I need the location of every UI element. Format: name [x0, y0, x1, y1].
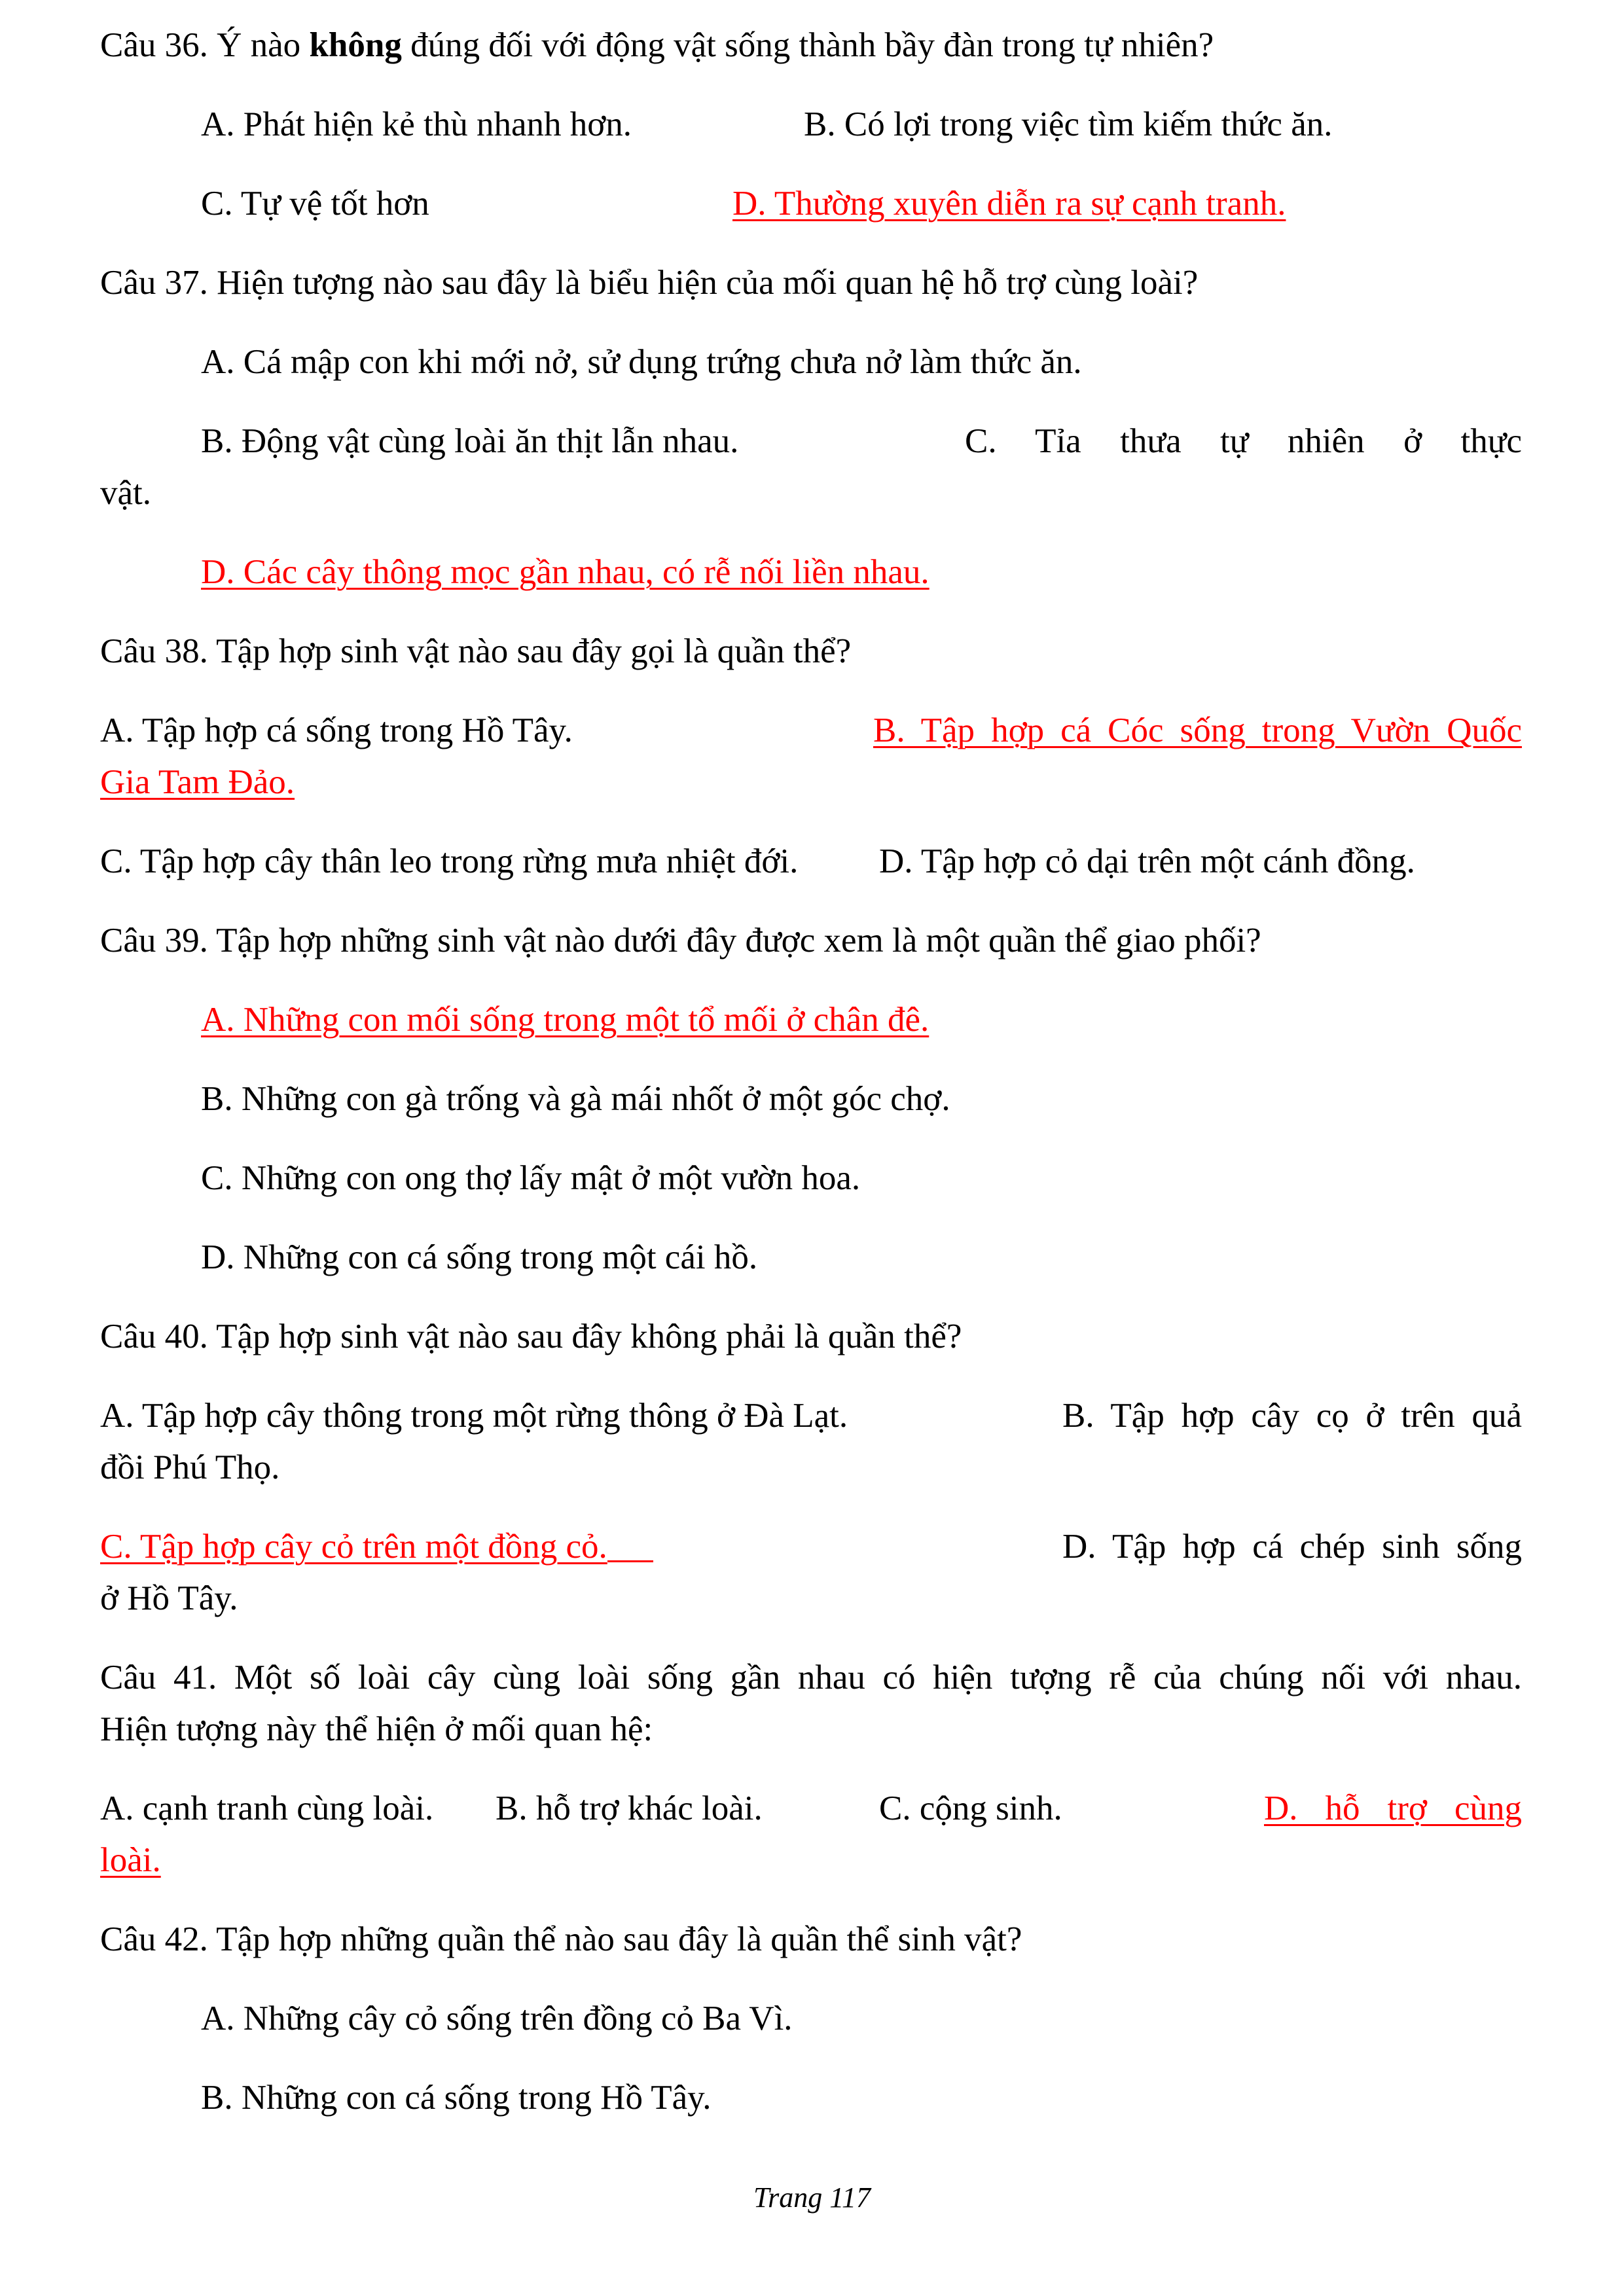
q37-option-b: B. Động vật cùng loài ăn thịt lẫn nhau. [201, 422, 739, 460]
q40-options-row-ab [100, 1390, 1522, 1442]
question-40-stem: Câu 40. Tập hợp sinh vật nào sau đây không phải là quần thể? [100, 1318, 962, 1355]
q41-options-row [100, 1783, 1522, 1835]
q36-options-row-cd [100, 178, 1522, 230]
q40-option-c-underline-tail [607, 1528, 653, 1562]
q39-option-a [100, 994, 1522, 1046]
q41-option-d-line2-text: loài. [100, 1841, 161, 1879]
q37-option-a: A. Cá mập con khi mới nở, sử dụng trứng chưa nở làm thức ăn. [201, 343, 1082, 381]
q41-options-paragraph [100, 1783, 1522, 1886]
q40-option-b-line1: B. Tập hợp cây cọ ở trên quả [1062, 1397, 1522, 1435]
q41-stem-line2: Hiện tượng này thể hiện ở mối quan hệ: [100, 1710, 653, 1748]
q38-options-row-ab [100, 705, 1522, 757]
q40-option-c [100, 1521, 1062, 1573]
q41-option-d-answer-line2 [100, 1835, 1522, 1886]
q39-option-a-answer: A. Những con mối sống trong một tổ mối ở chân đê. [201, 1001, 929, 1039]
q38-options-ab-paragraph [100, 705, 1522, 808]
question-39-stem: Câu 39. Tập hợp những sinh vật nào dưới đây được xem là một quần thể giao phối? [100, 922, 1261, 960]
q36-option-c: C. Tự vệ tốt hơn [201, 185, 429, 223]
question-37-stem: Câu 37. Hiện tượng nào sau đây là biểu hiện của mối quan hệ hỗ trợ cùng loài? [100, 264, 1199, 302]
q38-option-b-answer-line1: B. Tập hợp cá Cóc sống trong Vườn Quốc [873, 711, 1522, 749]
question-36-stem [100, 20, 1522, 71]
q40-option-a: A. Tập hợp cây thông trong một rừng thông ở Đà Lạt. [100, 1397, 848, 1435]
q40-option-c-answer: C. Tập hợp cây cỏ trên một đồng cỏ. [100, 1528, 607, 1566]
q39-option-b: B. Những con gà trống và gà mái nhốt ở một góc chợ. [201, 1080, 950, 1118]
q37-option-c-line1: C. Tỉa thưa tự nhiên ở thực [965, 422, 1522, 460]
q39-option-d: D. Những con cá sống trong một cái hồ. [201, 1238, 758, 1276]
q40-options-row-cd [100, 1521, 1522, 1573]
q41-option-b: B. hỗ trợ khác loài. [496, 1789, 763, 1827]
q37-option-d-answer: D. Các cây thông mọc gần nhau, có rễ nối liền nhau. [201, 553, 929, 591]
q36-options-row-ab [100, 99, 1522, 151]
q37-options-row-bc [100, 416, 1522, 467]
q40-options-cd-paragraph [100, 1521, 1522, 1624]
q38-option-a: A. Tập hợp cá sống trong Hồ Tây. [100, 711, 573, 749]
q41-option-c: C. cộng sinh. [879, 1789, 1062, 1827]
q41-option-d-answer-line1: D. hỗ trợ cùng [1264, 1789, 1522, 1827]
q37-option-c-line2: vật. [100, 474, 151, 512]
q39-option-c: C. Những con ong thợ lấy mật ở một vườn hoa. [201, 1159, 861, 1197]
q36-option-b: B. Có lợi trong việc tìm kiếm thức ăn. [804, 105, 1333, 143]
page-footer [0, 2181, 1624, 2214]
q40-options-ab-paragraph [100, 1390, 1522, 1494]
q40-option-d-line2: ở Hồ Tây. [100, 1579, 238, 1617]
q37-options-bc-paragraph [100, 416, 1522, 519]
q41-stem-line1: Câu 41. Một số loài cây cùng loài sống gần nhau có hiện tượng rễ của chúng nối với nhau. [100, 1659, 1522, 1696]
q38-option-d: D. Tập hợp cỏ dại trên một cánh đồng. [879, 842, 1415, 880]
question-38-stem: Câu 38. Tập hợp sinh vật nào sau đây gọi là quần thể? [100, 632, 852, 670]
q42-option-a: A. Những cây cỏ sống trên đồng cỏ Ba Vì. [201, 2000, 793, 2037]
q36-stem-bold-word: không [309, 26, 402, 64]
q38-options-row-cd [100, 836, 1522, 888]
question-41-stem [100, 1652, 1522, 1755]
q36-option-d-answer: D. Thường xuyên diễn ra sự cạnh tranh. [732, 185, 1286, 223]
q36-stem-pre: Câu 36. Ý nào [100, 26, 310, 64]
page-number-label: Trang 117 [753, 2181, 871, 2214]
q36-option-a: A. Phát hiện kẻ thù nhanh hơn. [201, 105, 632, 143]
q40-option-b-line2: đồi Phú Thọ. [100, 1448, 280, 1486]
q42-option-b: B. Những con cá sống trong Hồ Tây. [201, 2079, 712, 2117]
question-42-stem: Câu 42. Tập hợp những quần thể nào sau đây là quần thể sinh vật? [100, 1920, 1022, 1958]
q38-option-b-line2-text: Gia Tam Đảo. [100, 763, 295, 801]
q41-option-a: A. cạnh tranh cùng loài. [100, 1789, 434, 1827]
q40-option-d-line1: D. Tập hợp cá chép sinh sống [1062, 1528, 1522, 1566]
q37-option-d [100, 547, 1522, 598]
q38-option-c: C. Tập hợp cây thân leo trong rừng mưa nhiệt đới. [100, 842, 799, 880]
q36-stem-post: đúng đối với động vật sống thành bầy đàn trong tự nhiên? [401, 26, 1214, 64]
q38-option-b-answer-line2 [100, 757, 1522, 808]
